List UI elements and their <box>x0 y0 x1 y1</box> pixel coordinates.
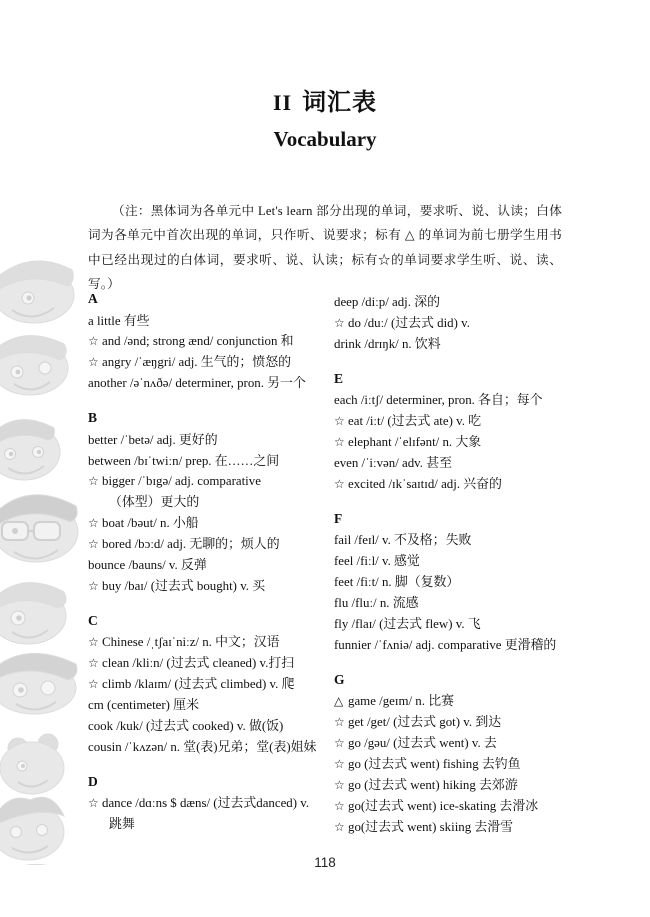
vocab-entry <box>88 576 328 597</box>
vocab-entry <box>334 754 614 775</box>
vocab-entry <box>334 796 614 817</box>
vocab-entry <box>88 737 328 758</box>
vocab-entry-text: boat /bəut/ n. 小船 <box>102 516 199 531</box>
vocab-entry <box>334 313 614 334</box>
vocab-entry-text: dance /dɑːns $ dæns/ (过去式danced) v. <box>102 796 310 811</box>
vocab-entry <box>334 593 614 614</box>
vocab-entry-text: bored /bɔːd/ adj. 无聊的；烦人的 <box>102 537 280 552</box>
vocab-entry-text: fail /feɪl/ v. 不及格；失败 <box>334 533 472 548</box>
vocabulary-column-left <box>88 292 328 835</box>
vocab-entry-text: eat /iːt/ (过去式 ate) v. 吃 <box>348 414 482 429</box>
vocab-entry <box>88 534 328 555</box>
letter-heading: G <box>334 671 345 687</box>
star-icon: ☆ <box>334 798 345 813</box>
vocab-entry <box>334 474 614 495</box>
vocab-entry <box>334 292 614 313</box>
vocab-group-a <box>88 292 328 394</box>
vocab-group-continued <box>334 292 614 355</box>
vocab-entry <box>334 390 614 411</box>
vocab-entry-text: feel /fiːl/ v. 感觉 <box>334 554 420 569</box>
vocab-entry-text: go (过去式 went) fishing 去钓鱼 <box>348 756 521 771</box>
usage-note: （注：黑体词为各单元中 Let's learn 部分出现的单词，要求听、说、认读；白体词为各单元中首次出现的单词，只作听、说要求；标有 △ 的单词为前七册学生用书中已经出现过的白体词，要求听、说、认读；标有☆的单词要求学生听、说、读、写。） <box>88 203 562 292</box>
vocab-group-c <box>88 614 328 758</box>
vocab-entry-text: even /ˈiːvən/ adv. 甚至 <box>334 455 453 470</box>
vocab-entry <box>334 733 614 754</box>
page-title-text: 词汇表 <box>302 90 378 116</box>
star-icon: ☆ <box>334 777 345 792</box>
vocab-group-f <box>334 512 614 656</box>
letter-heading: E <box>334 370 344 386</box>
letter-heading: F <box>334 510 343 526</box>
vocab-entry <box>88 674 328 695</box>
vocab-entry-continuation: （体型）更大的 <box>109 495 200 510</box>
page-number: 118 <box>314 855 336 870</box>
vocab-entry-text: go(过去式 went) ice-skating 去滑冰 <box>348 798 539 813</box>
vocab-entry-text: climb /klaɪm/ (过去式 climbed) v. 爬 <box>102 677 295 692</box>
vocab-entry <box>88 793 328 814</box>
vocab-entry <box>88 430 328 451</box>
vocab-entry <box>88 471 328 492</box>
vocab-group-e <box>334 372 614 495</box>
section-numeral: II <box>272 90 293 115</box>
star-icon: ☆ <box>88 635 99 650</box>
star-icon: ☆ <box>334 819 345 834</box>
letter-heading: B <box>88 410 98 426</box>
vocab-entry <box>334 614 614 635</box>
vocab-entry-text: drink /drɪŋk/ n. 饮料 <box>334 336 441 351</box>
vocab-entry-text: a little 有些 <box>88 313 150 328</box>
vocab-entry-text: excited /ɪkˈsaɪtɪd/ adj. 兴奋的 <box>348 476 502 491</box>
star-icon: ☆ <box>88 677 99 692</box>
vocab-entry-text: go(过去式 went) skiing 去滑雪 <box>348 819 514 834</box>
vocab-entry-text: bounce /bauns/ v. 反弹 <box>88 558 207 573</box>
vocab-group-g <box>334 673 614 838</box>
vocab-entry <box>88 555 328 576</box>
vocab-entry-text: buy /baɪ/ (过去式 bought) v. 买 <box>102 578 266 593</box>
vocab-entry <box>334 551 614 572</box>
vocab-entry-text: clean /kliːn/ (过去式 cleaned) v.打扫 <box>102 656 295 671</box>
vocab-entry-text: go (过去式 went) hiking 去郊游 <box>348 777 518 792</box>
letter-heading: C <box>88 612 98 628</box>
vocab-entry <box>88 632 328 653</box>
vocab-entry-text: cm (centimeter) 厘米 <box>88 698 199 713</box>
star-icon: ☆ <box>334 715 345 730</box>
vocab-group-d <box>88 775 328 835</box>
vocab-entry-text: bigger /ˈbɪgə/ adj. comparative <box>102 474 261 489</box>
vocab-entry-text: flu /fluː/ n. 流感 <box>334 595 419 610</box>
vocab-entry <box>88 513 328 534</box>
vocab-entry-continuation: 跳舞 <box>109 817 135 832</box>
star-icon: ☆ <box>88 537 99 552</box>
vocab-entry-text: and /ənd; strong ænd/ conjunction 和 <box>102 334 294 349</box>
page-title-chinese <box>0 0 650 116</box>
vocab-entry-text: do /duː/ (过去式 did) v. <box>348 315 470 330</box>
star-icon: ☆ <box>88 334 99 349</box>
vocab-entry-text: go /gəu/ (过去式 went) v. 去 <box>348 736 497 750</box>
vocab-entry <box>88 695 328 716</box>
vocab-entry-text: between /bɪˈtwiːn/ prep. 在……之间 <box>88 453 280 468</box>
star-icon: ☆ <box>334 736 345 750</box>
star-icon: ☆ <box>334 756 345 771</box>
vocab-entry-text: get /get/ (过去式 got) v. 到达 <box>348 715 502 730</box>
star-icon: ☆ <box>88 656 99 671</box>
vocab-entry-text: game /geɪm/ n. 比赛 <box>348 694 454 709</box>
vocab-entry <box>88 311 328 332</box>
triangle-icon: △ <box>334 694 344 709</box>
vocab-entry <box>334 691 614 712</box>
vocab-entry-text: another /əˈnʌðə/ determiner, pron. 另一个 <box>88 376 306 391</box>
vocab-entry <box>88 331 328 352</box>
star-icon: ☆ <box>334 315 345 330</box>
vocab-entry <box>334 453 614 474</box>
vocab-entry-text: elephant /ˈelɪfənt/ n. 大象 <box>348 435 482 450</box>
page-title-english: Vocabulary <box>273 127 377 152</box>
vocabulary-column-right <box>334 292 614 838</box>
vocab-entry <box>88 653 328 674</box>
vocab-entry <box>334 635 614 656</box>
vocab-entry <box>334 712 614 733</box>
vocab-entry-text: feet /fiːt/ n. 脚（复数） <box>334 575 460 590</box>
star-icon: ☆ <box>88 578 99 593</box>
vocab-entry-text: each /iːtʃ/ determiner, pron. 各自；每个 <box>334 393 543 408</box>
star-icon: ☆ <box>334 414 345 429</box>
vocab-entry-text: Chinese /ˌtʃaɪˈniːz/ n. 中文；汉语 <box>102 635 280 650</box>
vocab-entry-text: deep /diːp/ adj. 深的 <box>334 295 440 309</box>
star-icon: ☆ <box>88 355 99 370</box>
vocab-entry <box>88 451 328 472</box>
vocab-entry <box>334 411 614 432</box>
vocab-entry <box>334 775 614 796</box>
star-icon: ☆ <box>88 474 99 489</box>
vocab-entry <box>88 352 328 373</box>
vocab-entry <box>334 334 614 355</box>
vocab-entry-text: cook /kuk/ (过去式 cooked) v. 做(饭) <box>88 719 284 733</box>
vocab-entry-text: angry /ˈæŋgri/ adj. 生气的；愤怒的 <box>102 355 291 370</box>
star-icon: ☆ <box>334 435 345 450</box>
vocab-entry-text: fly /flaɪ/ (过去式 flew) v. 飞 <box>334 616 481 631</box>
star-icon: ☆ <box>88 516 99 531</box>
vocab-entry <box>88 716 328 737</box>
letter-heading: D <box>88 773 98 789</box>
star-icon: ☆ <box>334 476 345 491</box>
vocab-entry <box>334 530 614 551</box>
vocab-entry <box>334 432 614 453</box>
vocab-entry-text: cousin /ˈkʌzən/ n. 堂(表)兄弟；堂(表)姐妹 <box>88 739 317 754</box>
vocab-entry <box>88 373 328 394</box>
star-icon: ☆ <box>88 796 99 811</box>
vocab-group-b <box>88 411 328 597</box>
vocab-entry-text: funnier /ˈfʌniə/ adj. comparative 更滑稽的 <box>334 637 557 652</box>
letter-heading: A <box>88 291 98 306</box>
vocab-entry <box>334 572 614 593</box>
vocab-entry-text: better /ˈbetə/ adj. 更好的 <box>88 432 218 447</box>
vocab-entry <box>334 817 614 838</box>
